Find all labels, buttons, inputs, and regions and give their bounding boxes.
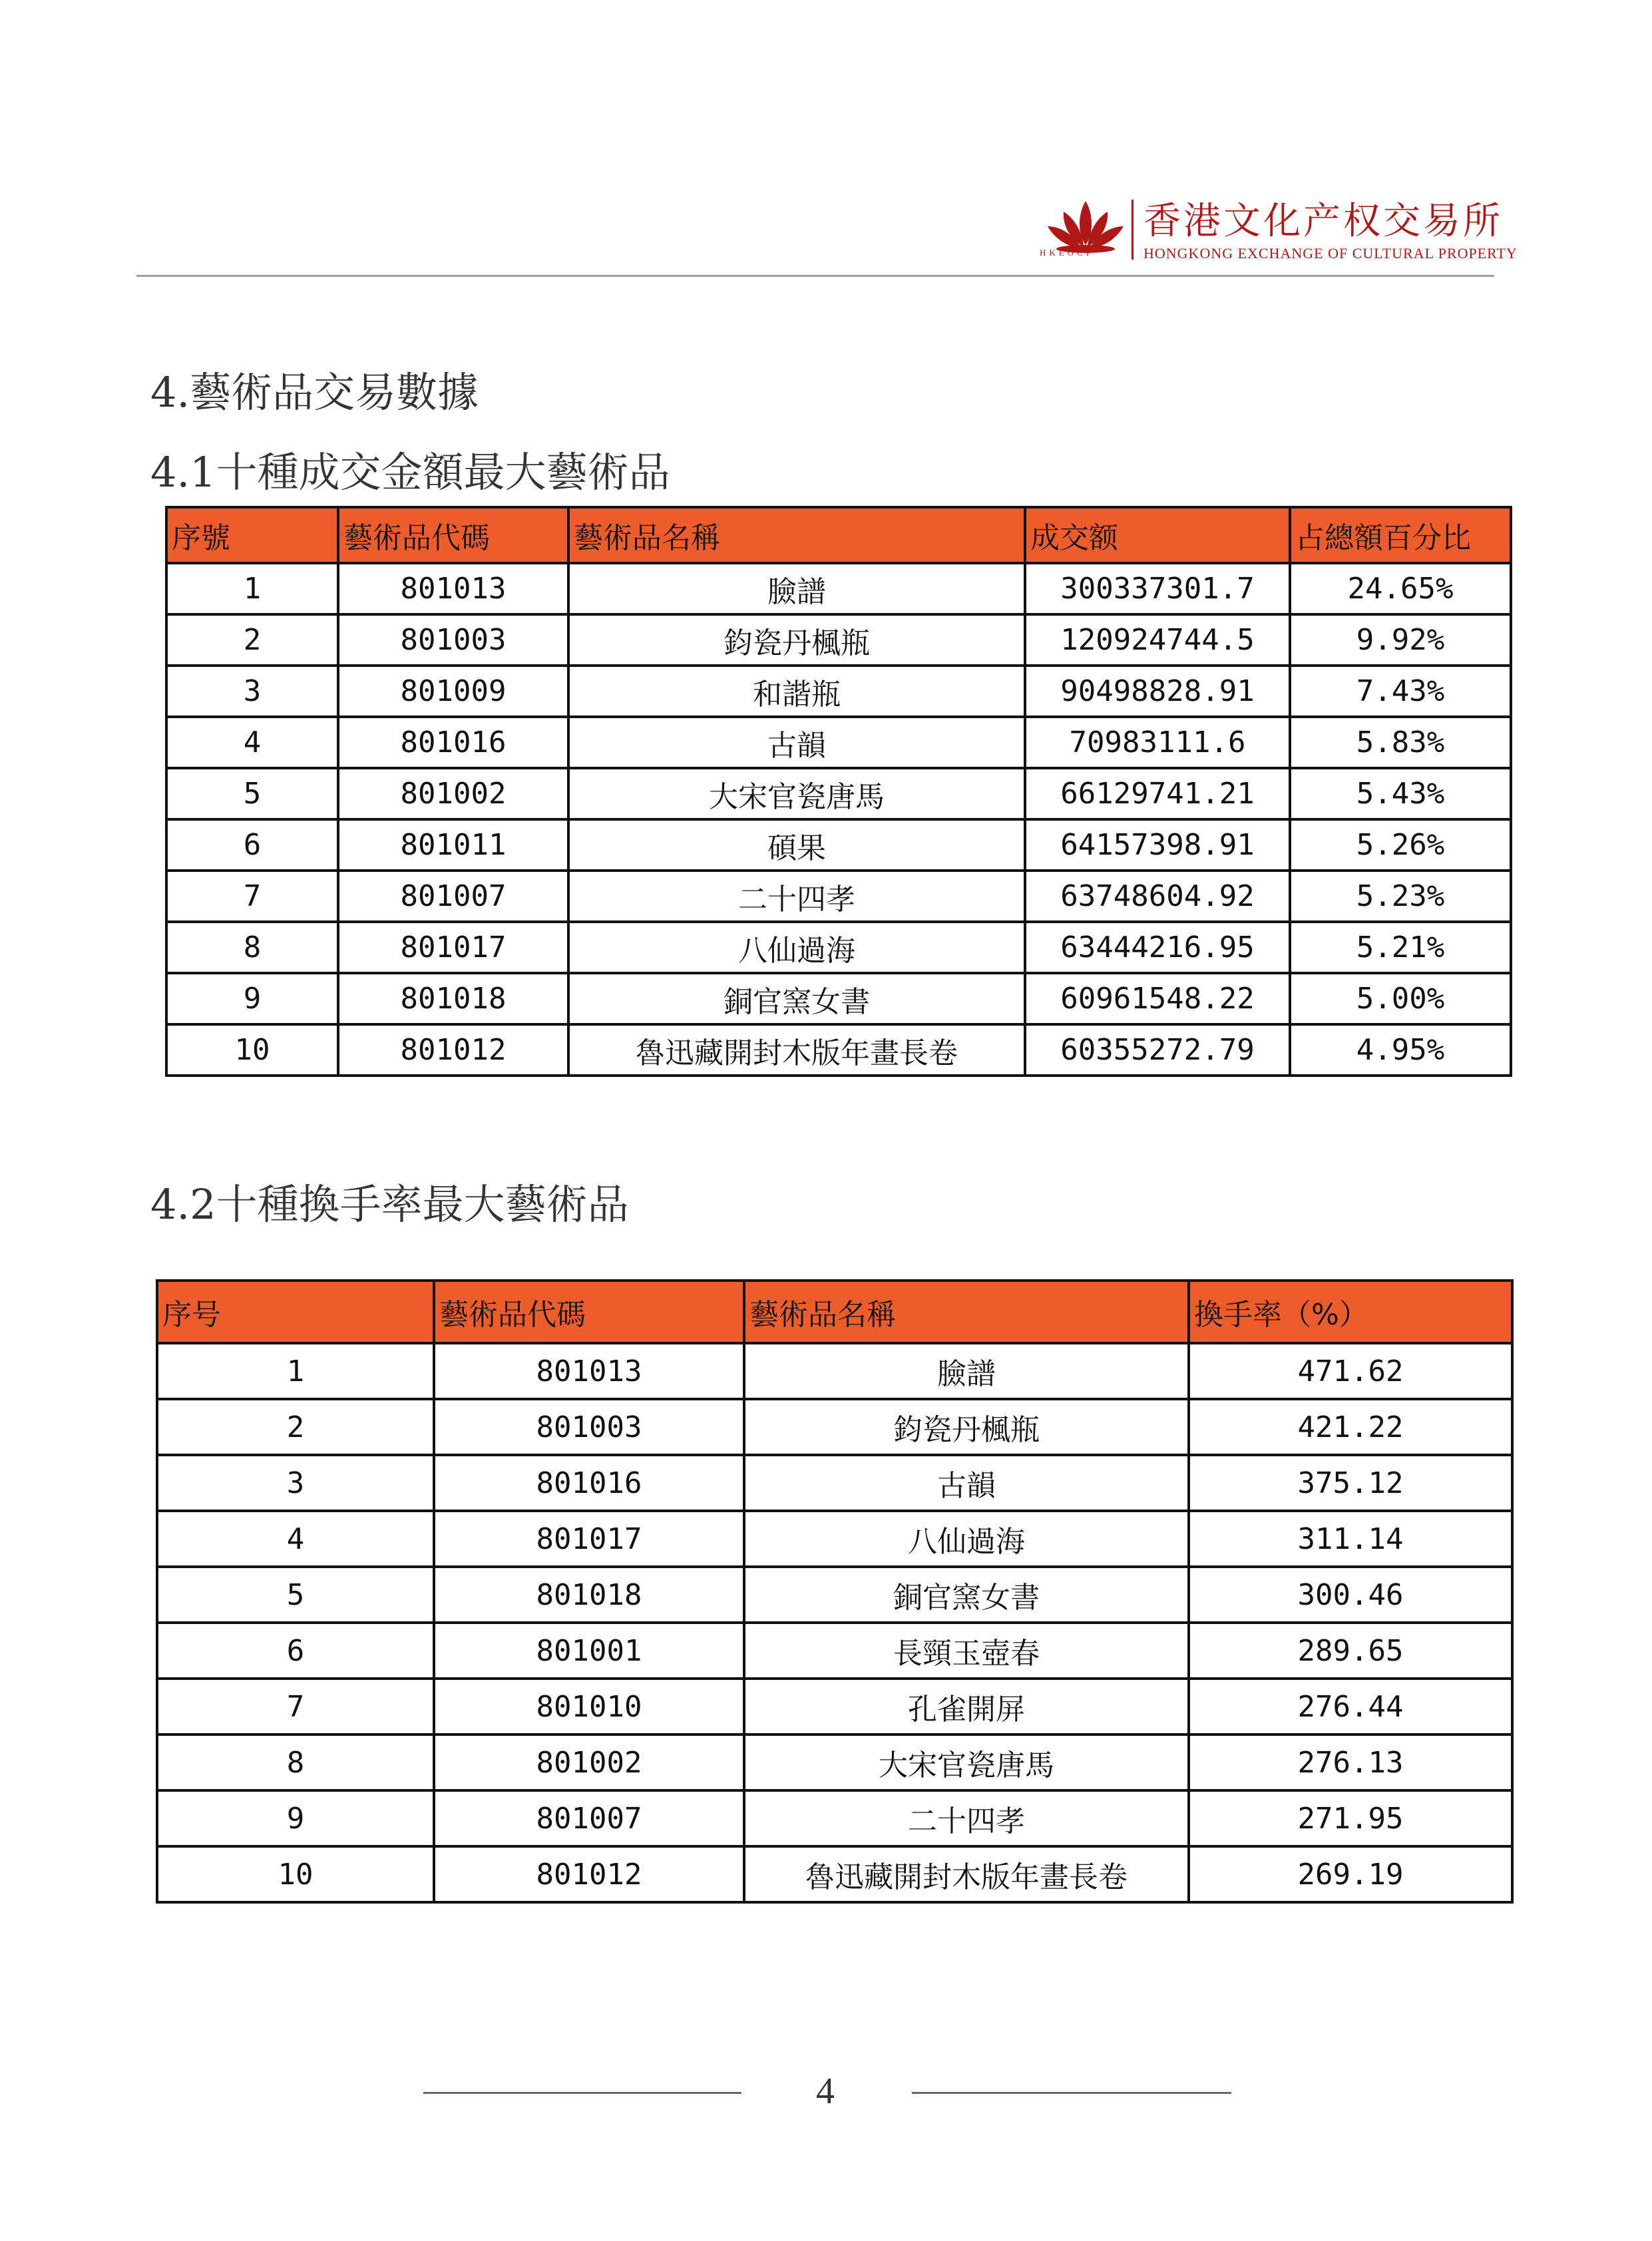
rank-cell: 9: [157, 1790, 434, 1846]
code-cell: 801016: [338, 717, 568, 768]
name-cell: 銅官窯女書: [744, 1567, 1189, 1623]
column-header: 藝術品代碼: [434, 1281, 744, 1343]
amount-cell: 70983111.6: [1025, 717, 1290, 768]
amount-cell: 90498828.91: [1025, 666, 1290, 717]
rank-cell: 5: [166, 768, 338, 819]
name-cell: 八仙過海: [744, 1511, 1189, 1567]
table-row: [166, 973, 1511, 1024]
code-cell: 801018: [338, 973, 568, 1024]
rank-cell: 4: [166, 717, 338, 768]
top-turnover-table: [165, 506, 1512, 1077]
table-row: [166, 717, 1511, 768]
rate-cell: 276.44: [1189, 1679, 1512, 1734]
code-cell: 801003: [434, 1399, 744, 1455]
table-row: [157, 1511, 1512, 1567]
footer-rule-right: [912, 2092, 1231, 2094]
percent-cell: 5.26%: [1290, 819, 1511, 871]
name-cell: 臉譜: [744, 1343, 1189, 1399]
name-cell: 銅官窯女書: [568, 973, 1025, 1024]
table-row: [166, 819, 1511, 871]
subsection-title-2: 4.2十種換手率最大藝術品: [150, 1180, 629, 1229]
name-cell: 二十四孝: [568, 871, 1025, 922]
name-cell: 大宋官瓷唐馬: [568, 768, 1025, 819]
table-row: [157, 1846, 1512, 1902]
rank-cell: 3: [166, 666, 338, 717]
column-header: 序號: [166, 507, 338, 563]
table-row: [166, 666, 1511, 717]
name-cell: 孔雀開屏: [744, 1679, 1189, 1734]
amount-cell: 64157398.91: [1025, 819, 1290, 871]
rank-cell: 5: [157, 1567, 434, 1623]
code-cell: 801011: [338, 819, 568, 871]
table-row: [157, 1399, 1512, 1455]
name-cell: 魯迅藏開封木版年畫長卷: [744, 1846, 1189, 1902]
header-separator: [1132, 200, 1134, 260]
header-divider: [136, 275, 1494, 277]
amount-cell: 66129741.21: [1025, 768, 1290, 819]
column-header: 換手率（%）: [1189, 1281, 1512, 1343]
code-cell: 801018: [434, 1567, 744, 1623]
name-cell: 鈞瓷丹楓瓶: [744, 1399, 1189, 1455]
rank-cell: 7: [166, 871, 338, 922]
percent-cell: 7.43%: [1290, 666, 1511, 717]
code-cell: 801002: [338, 768, 568, 819]
code-cell: 801013: [434, 1343, 744, 1399]
rank-cell: 7: [157, 1679, 434, 1734]
rate-cell: 300.46: [1189, 1567, 1512, 1623]
rank-cell: 1: [166, 563, 338, 614]
amount-cell: 300337301.7: [1025, 563, 1290, 614]
table-row: [157, 1734, 1512, 1790]
amount-cell: 120924744.5: [1025, 614, 1290, 666]
table-row: [166, 1024, 1511, 1076]
table-header-row: [166, 507, 1511, 563]
name-cell: 魯迅藏開封木版年畫長卷: [568, 1024, 1025, 1076]
table-row: [157, 1343, 1512, 1399]
percent-cell: 5.83%: [1290, 717, 1511, 768]
column-header: 成交额: [1025, 507, 1290, 563]
table-row: [157, 1455, 1512, 1511]
name-cell: 長頸玉壺春: [744, 1623, 1189, 1679]
org-name-chinese: 香港文化产权交易所: [1143, 200, 1503, 243]
rank-cell: 6: [157, 1623, 434, 1679]
code-cell: 801007: [338, 871, 568, 922]
rate-cell: 276.13: [1189, 1734, 1512, 1790]
table-row: [157, 1567, 1512, 1623]
rate-cell: 375.12: [1189, 1455, 1512, 1511]
rank-cell: 3: [157, 1455, 434, 1511]
code-cell: 801002: [434, 1734, 744, 1790]
rate-cell: 421.22: [1189, 1399, 1512, 1455]
amount-cell: 60355272.79: [1025, 1024, 1290, 1076]
code-cell: 801017: [434, 1511, 744, 1567]
rank-cell: 2: [166, 614, 338, 666]
percent-cell: 5.23%: [1290, 871, 1511, 922]
rank-cell: 6: [166, 819, 338, 871]
name-cell: 古韻: [744, 1455, 1189, 1511]
rate-cell: 269.19: [1189, 1846, 1512, 1902]
table-row: [166, 563, 1511, 614]
table-row: [166, 922, 1511, 973]
rate-cell: 311.14: [1189, 1511, 1512, 1567]
rank-cell: 10: [166, 1024, 338, 1076]
name-cell: 臉譜: [568, 563, 1025, 614]
code-cell: 801016: [434, 1455, 744, 1511]
page-number: 4: [816, 2071, 835, 2112]
percent-cell: 5.43%: [1290, 768, 1511, 819]
percent-cell: 24.65%: [1290, 563, 1511, 614]
amount-cell: 63444216.95: [1025, 922, 1290, 973]
table-row: [157, 1679, 1512, 1734]
name-cell: 大宋官瓷唐馬: [744, 1734, 1189, 1790]
code-cell: 801009: [338, 666, 568, 717]
rank-cell: 9: [166, 973, 338, 1024]
rank-cell: 8: [166, 922, 338, 973]
percent-cell: 5.21%: [1290, 922, 1511, 973]
amount-cell: 60961548.22: [1025, 973, 1290, 1024]
percent-cell: 9.92%: [1290, 614, 1511, 666]
rate-cell: 289.65: [1189, 1623, 1512, 1679]
column-header: 占總額百分比: [1290, 507, 1511, 563]
percent-cell: 4.95%: [1290, 1024, 1511, 1076]
org-abbreviation: HKEOCP: [1040, 248, 1095, 258]
code-cell: 801003: [338, 614, 568, 666]
column-header: 藝術品名稱: [568, 507, 1025, 563]
rank-cell: 1: [157, 1343, 434, 1399]
code-cell: 801012: [338, 1024, 568, 1076]
code-cell: 801013: [338, 563, 568, 614]
table-row: [157, 1790, 1512, 1846]
name-cell: 八仙過海: [568, 922, 1025, 973]
name-cell: 和諧瓶: [568, 666, 1025, 717]
table-row: [166, 871, 1511, 922]
name-cell: 碩果: [568, 819, 1025, 871]
code-cell: 801001: [434, 1623, 744, 1679]
column-header: 藝術品代碼: [338, 507, 568, 563]
footer-rule-left: [423, 2092, 741, 2094]
name-cell: 鈞瓷丹楓瓶: [568, 614, 1025, 666]
code-cell: 801010: [434, 1679, 744, 1734]
subsection-title-1: 4.1十種成交金額最大藝術品: [150, 448, 670, 497]
code-cell: 801012: [434, 1846, 744, 1902]
code-cell: 801007: [434, 1790, 744, 1846]
rank-cell: 10: [157, 1846, 434, 1902]
table-row: [166, 768, 1511, 819]
section-title: 4.藝術品交易數據: [150, 368, 479, 417]
percent-cell: 5.00%: [1290, 973, 1511, 1024]
rank-cell: 8: [157, 1734, 434, 1790]
column-header: 序号: [157, 1281, 434, 1343]
rate-cell: 271.95: [1189, 1790, 1512, 1846]
rate-cell: 471.62: [1189, 1343, 1512, 1399]
name-cell: 古韻: [568, 717, 1025, 768]
code-cell: 801017: [338, 922, 568, 973]
rank-cell: 4: [157, 1511, 434, 1567]
table-row: [157, 1623, 1512, 1679]
rank-cell: 2: [157, 1399, 434, 1455]
name-cell: 二十四孝: [744, 1790, 1189, 1846]
amount-cell: 63748604.92: [1025, 871, 1290, 922]
table-row: [166, 614, 1511, 666]
table-header-row: [157, 1281, 1512, 1343]
org-name-english: HONGKONG EXCHANGE OF CULTURAL PROPERTY: [1143, 245, 1518, 262]
column-header: 藝術品名稱: [744, 1281, 1189, 1343]
top-turnover-rate-table: [156, 1279, 1514, 1904]
